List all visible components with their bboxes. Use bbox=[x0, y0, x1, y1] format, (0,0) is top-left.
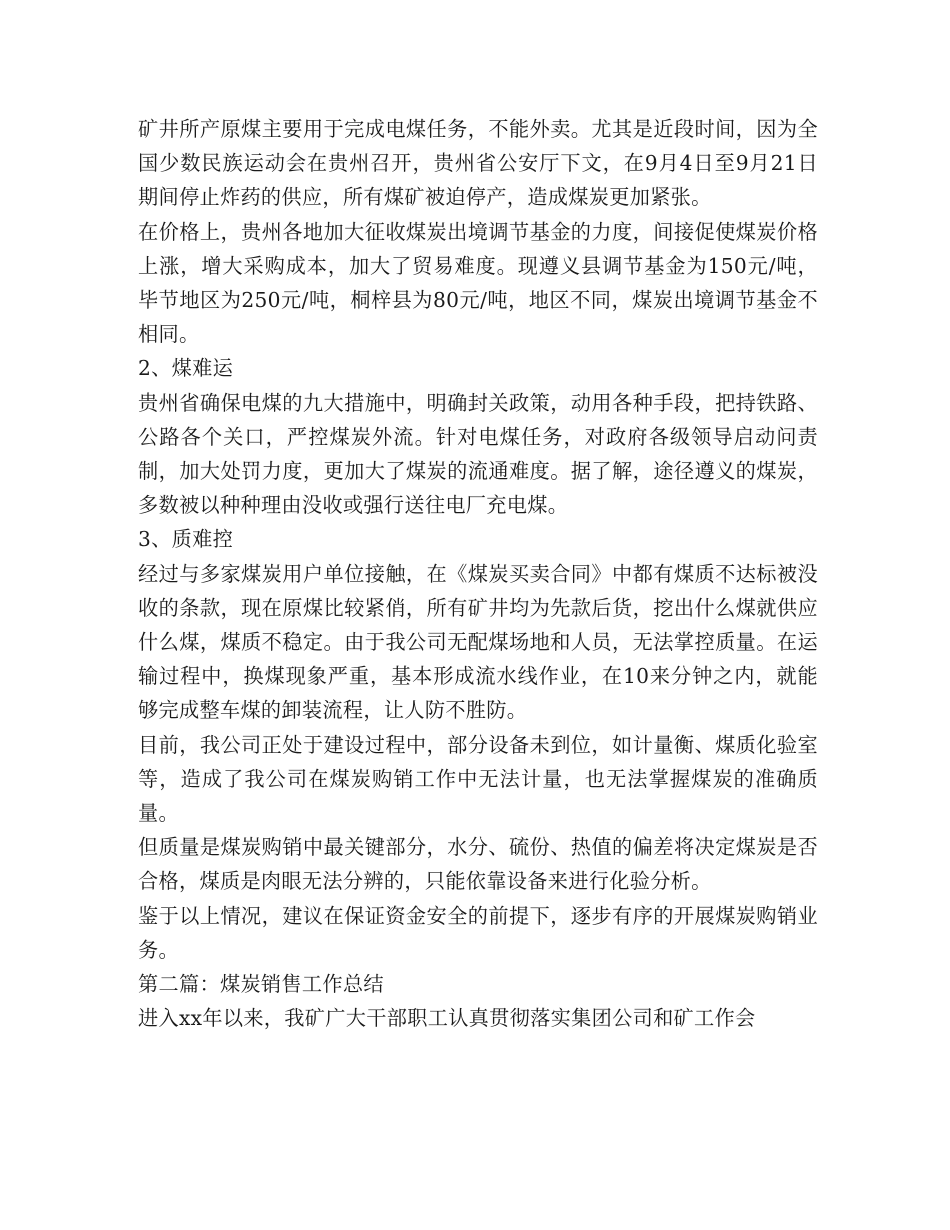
section-heading-transport: 2、煤难运 bbox=[138, 356, 234, 381]
paragraph-equipment: 目前，我公司正处于建设过程中，部分设备未到位，如计量衡、煤质化验室等，造成了我公司在煤炭购销工作中无法计量，也无法掌握煤炭的准确质量。 bbox=[138, 732, 818, 826]
paragraph-quality: 经过与多家煤炭用户单位接触，在《煤炭买卖合同》中都有煤质不达标被没收的条款，现在原煤比较紧俏，所有矿井均为先款后货，挖出什么煤就供应什么煤，煤质不稳定。由于我公司无配煤场地和人员，无法掌控质量。在运输过程中，换煤现象严重，基本形成流水线作业，在10来分钟之内，就能够完成整车煤的卸装流程，让人防不胜防。 bbox=[138, 561, 818, 723]
paragraph-summary-intro: 进入xx年以来，我矿广大干部职工认真贯彻落实集团公司和矿工作会 bbox=[138, 1006, 756, 1031]
paragraph-suggestion: 鉴于以上情况，建议在保证资金安全的前提下，逐步有序的开展煤炭购销业务。 bbox=[138, 903, 818, 962]
paragraph-coal-supply: 矿井所产原煤主要用于完成电煤任务，不能外卖。尤其是近段时间，因为全国少数民族运动会在贵州召开，贵州省公安厅下文，在9月4日至9月21日期间停止炸药的供应，所有煤矿被迫停产，造成煤炭更加紧张。 bbox=[138, 117, 818, 210]
paragraph-transport: 贵州省确保电煤的九大措施中，明确封关政策，动用各种手段，把持铁路、公路各个关口，严控煤炭外流。针对电煤任务，对政府各级领导启动问责制，加大处罚力度，更加大了煤炭的流通难度。据了解，途径遵义的煤炭，多数被以种种理由没收或强行送往电厂充电煤。 bbox=[138, 390, 818, 518]
document-body bbox=[138, 112, 818, 1035]
section-heading-quality: 3、质难控 bbox=[138, 527, 234, 552]
chapter-heading-summary: 第二篇：煤炭销售工作总结 bbox=[138, 972, 384, 997]
paragraph-quality-key: 但质量是煤炭购销中最关键部分，水分、硫份、热值的偏差将决定煤炭是否合格，煤质是肉眼无法分辨的，只能依靠设备来进行化验分析。 bbox=[138, 835, 818, 894]
paragraph-price: 在价格上，贵州各地加大征收煤炭出境调节基金的力度，间接促使煤炭价格上涨，增大采购成本，加大了贸易难度。现遵义县调节基金为150元/吨，毕节地区为250元/吨，桐梓县为80元/吨，地区不同，煤炭出境调节基金不相同。 bbox=[138, 219, 818, 347]
